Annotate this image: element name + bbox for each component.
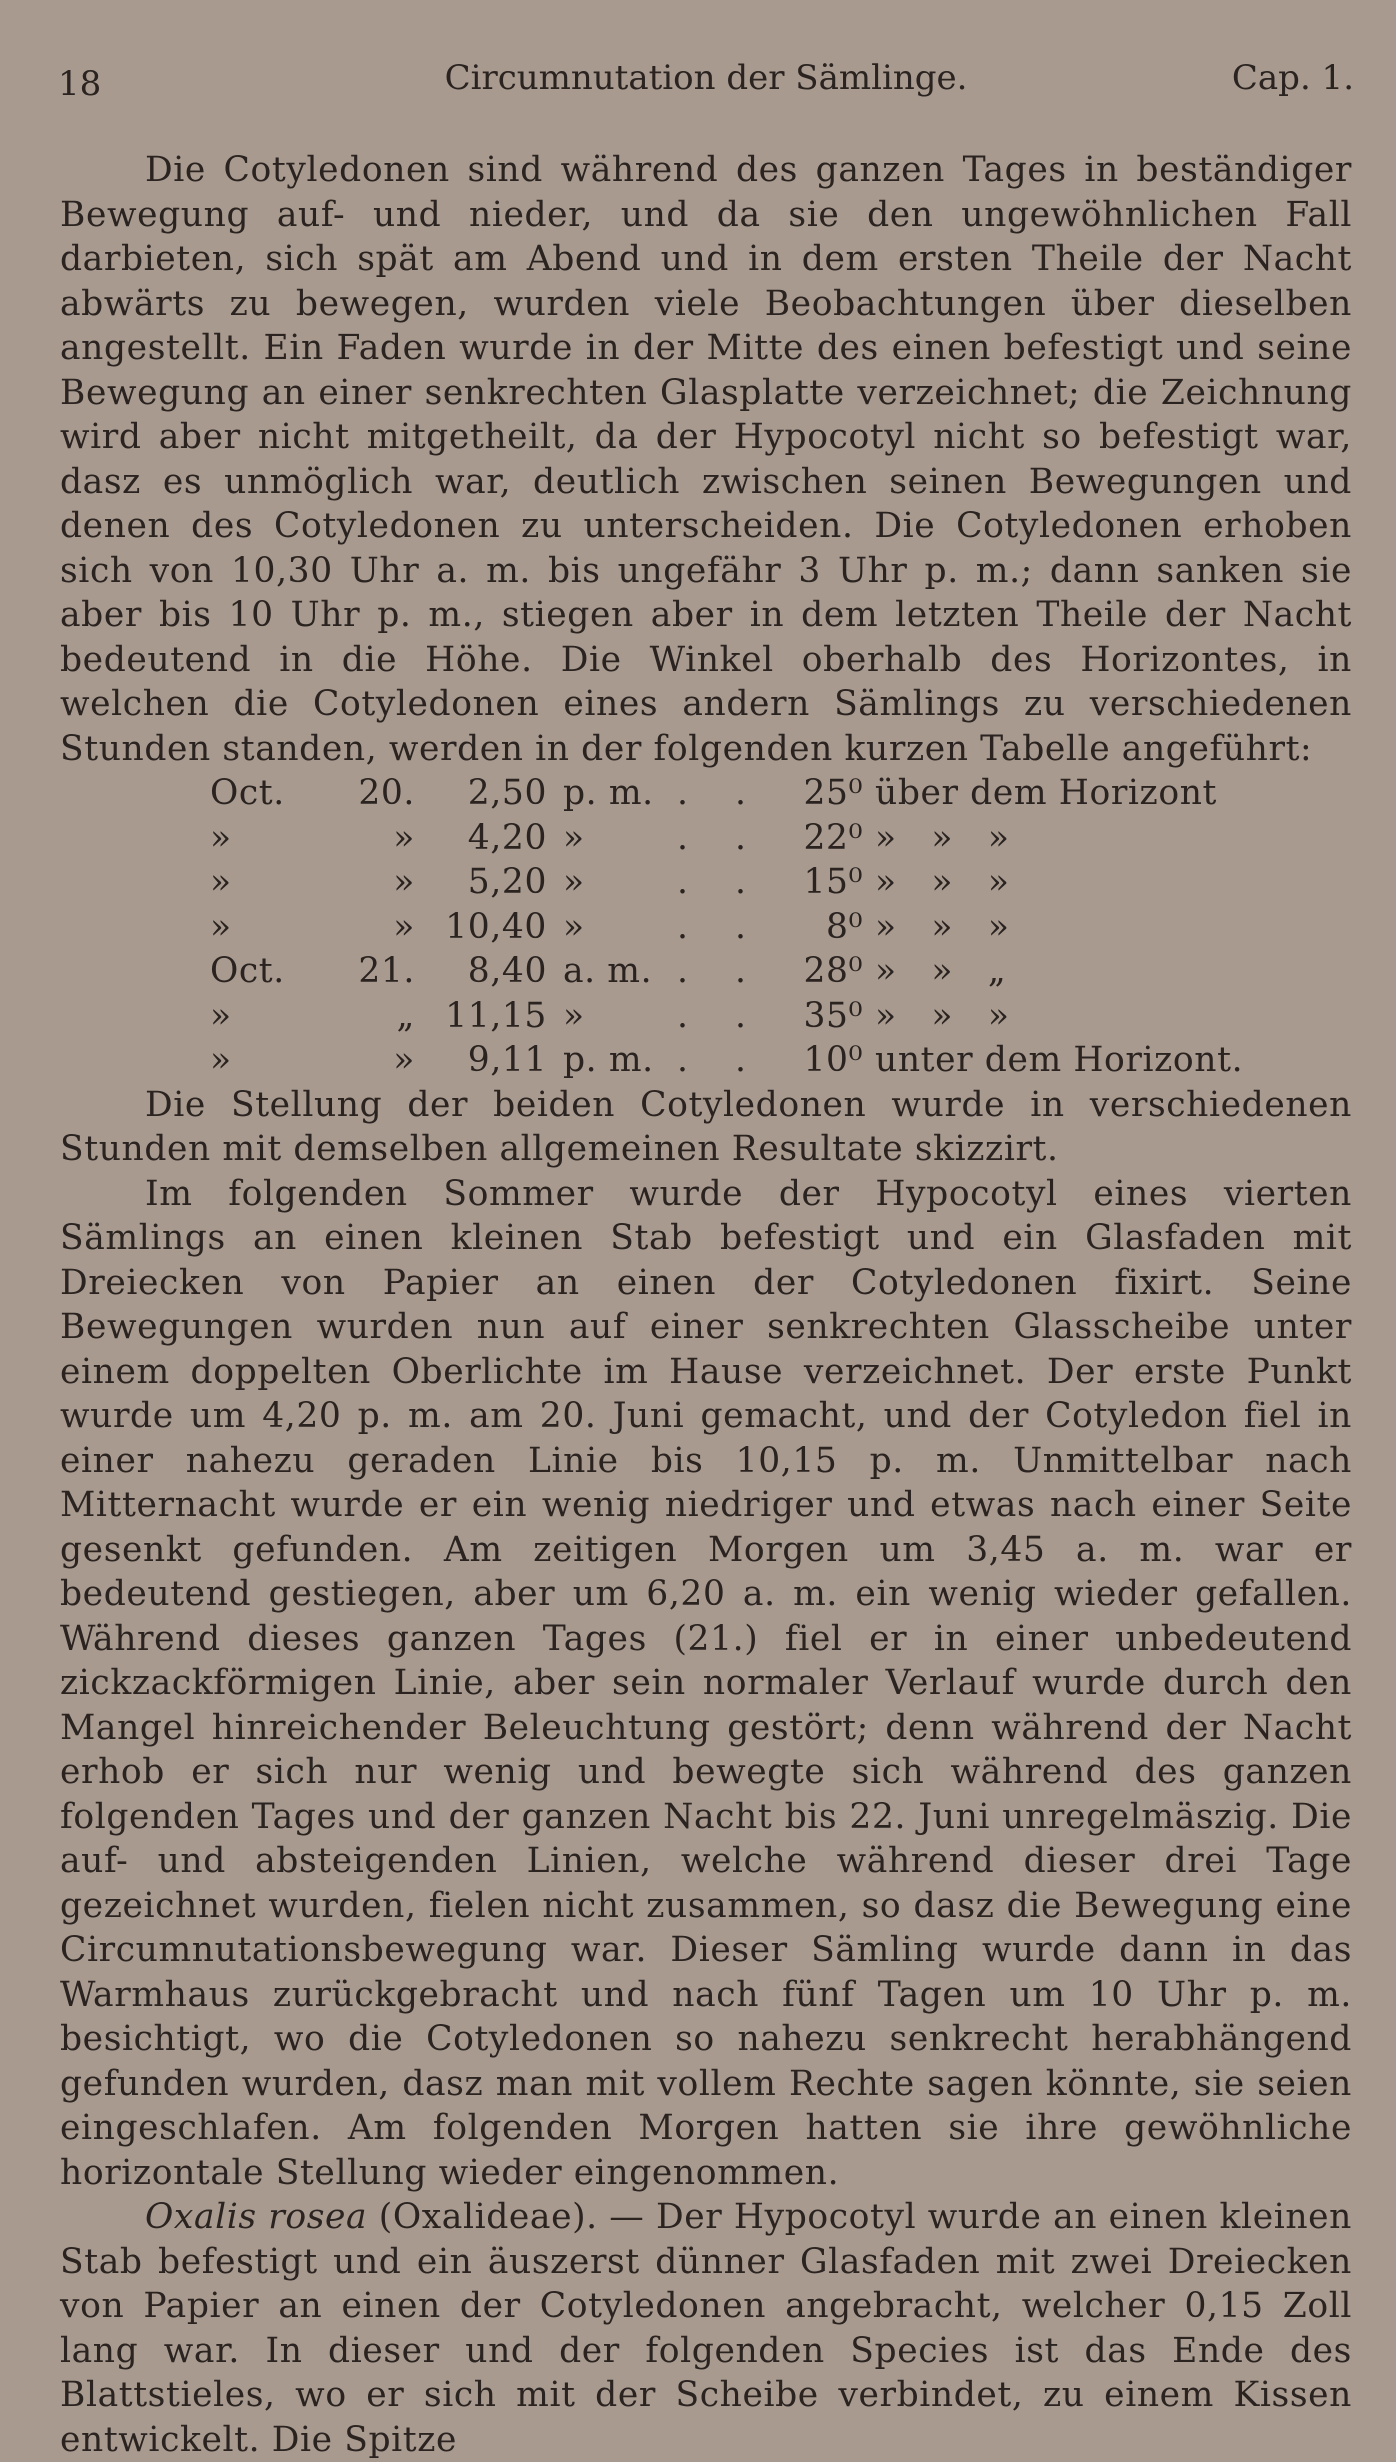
body-text <box>60 148 1352 2462</box>
cell-date: » <box>210 995 232 1036</box>
cell-time: 11,15 <box>445 995 547 1036</box>
running-title: Circumnutation der Sämlinge. <box>444 58 968 98</box>
cell-ampm: p. m. <box>563 1040 654 1080</box>
cell-time: 2,50 <box>467 773 547 813</box>
cell-day: » <box>393 1040 415 1080</box>
cell-date: » <box>210 862 232 902</box>
cell-dots: . . <box>677 995 764 1036</box>
cell-day: „ <box>396 995 415 1036</box>
cell-day: 20. <box>358 773 415 813</box>
paragraph-1: Die Cotyledonen sind während des ganzen Tages in beständiger Bewegung auf- und nieder, und da sie den ungewöhnlichen Fall darbieten, sich spät am Abend und in dem ersten Theile der Nacht abwärts zu bewegen, wurden viele Beobachtungen über dieselben angestellt. Ein Faden wurde in der Mitte des einen befestigt und seine Bewegung an einer senkrechten Glasplatte verzeichnet; die Zeichnung wird aber nicht mitgetheilt, da der Hypocotyl nicht so befestigt war, dasz es unmöglich war, deutlich zwischen seinen Bewegungen und denen des Cotyledonen zu unterscheiden. Die Cotyledonen erhoben sich von 10,30 Uhr a. m. bis ungefähr 3 Uhr p. m.; dann sanken sie aber bis 10 Uhr p. m., stiegen aber in dem letzten Theile der Nacht bedeutend in die Höhe. Die Winkel oberhalb des Horizontes, in welchen die Cotyledonen eines andern Sämlings zu verschiedenen Stunden standen, werden in der folgenden kurzen Tabelle angeführt: <box>60 150 1352 769</box>
cell-time: 8,40 <box>467 951 547 991</box>
cell-time: 5,20 <box>467 862 547 902</box>
table-row <box>210 949 1243 994</box>
cell-day: » <box>393 862 415 902</box>
table-row <box>210 905 1243 950</box>
cell-ampm: p. m. <box>563 773 654 813</box>
cell-angle: 8⁰ <box>826 906 863 947</box>
paragraph-3: Im folgenden Sommer wurde der Hypocotyl eines vierten Sämlings an einen kleinen Stab befestigt und ein Glasfaden mit Dreiecken von Papier an einen der Cotyledonen fixirt. Seine Bewegungen wurden nun auf einer senkrechten Glasscheibe unter einem doppelten Oberlichte im Hause verzeichnet. Der erste Punkt wurde um 4,20 p. m. am 20. Juni gemacht, und der Cotyledon fiel in einer nahezu geraden Linie bis 10,15 p. m. Unmittelbar nach Mitternacht wurde er ein wenig niedriger und etwas nach einer Seite gesenkt gefunden. Am zeitigen Morgen um 3,45 a. m. war er bedeutend gestiegen, aber um 6,20 a. m. ein wenig wieder gefallen. Während dieses ganzen Tages (21.) fiel er in einer unbedeutend zickzackförmigen Linie, aber sein normaler Verlauf wurde durch den Mangel hinreichender Beleuchtung gestört; denn während der Nacht erhob er sich nur wenig und bewegte sich während des ganzen folgenden Tages und der ganzen Nacht bis 22. Juni unregelmäszig. Die auf- und absteigenden Linien, welche während dieser drei Tage gezeichnet wurden, fielen nicht zusammen, so dasz die Bewegung eine Circumnutationsbewegung war. Dieser Sämling wurde dann in das Warmhaus zurückgebracht und nach fünf Tagen um 10 Uhr p. m. besichtigt, wo die Cotyledonen so nahezu senkrecht herabhängend gefunden wurden, dasz man mit vollem Rechte sagen könnte, sie seien eingeschlafen. Am folgenden Morgen hatten sie ihre gewöhnliche horizontale Stellung wieder eingenommen. <box>60 1173 1352 2193</box>
cell-ampm: » <box>563 817 585 858</box>
observation-table <box>210 771 1243 1083</box>
table-row <box>210 994 1243 1039</box>
cell-date: » <box>210 906 232 947</box>
cell-where: » » „ <box>875 951 1007 991</box>
cell-angle: 25⁰ <box>803 773 863 813</box>
cell-time: 4,20 <box>467 817 547 858</box>
page-number: 18 <box>58 64 102 104</box>
table-row <box>210 860 1243 905</box>
cell-ampm: » <box>563 995 585 1036</box>
cell-dots: . . <box>677 1040 764 1080</box>
paragraph-4 <box>60 2195 1352 2462</box>
cell-where: » » » <box>875 817 1010 858</box>
cell-ampm: » <box>563 862 585 902</box>
cell-day: 21. <box>358 951 415 991</box>
cell-dots: . . <box>677 951 764 991</box>
cell-date: Oct. <box>210 951 285 991</box>
cell-where: unter dem Horizont. <box>875 1040 1244 1080</box>
cell-dots: . . <box>677 773 764 813</box>
cell-dots: . . <box>677 862 764 902</box>
page-header <box>58 58 1354 108</box>
cell-time: 10,40 <box>445 906 547 947</box>
cell-where: über dem Horizont <box>875 773 1217 813</box>
cell-angle: 22⁰ <box>803 817 863 858</box>
cell-dots: . . <box>677 817 764 858</box>
table-row <box>210 816 1243 861</box>
cell-day: » <box>393 906 415 947</box>
cell-date: » <box>210 1040 232 1080</box>
table-row <box>210 1038 1243 1083</box>
cell-day: » <box>393 817 415 858</box>
cell-time: 9,11 <box>467 1040 547 1080</box>
chapter-label: Cap. 1. <box>1231 58 1354 98</box>
paragraph-2: Die Stellung der beiden Cotyledonen wurde in verschiedenen Stunden mit demselben allgemeinen Resultate skizzirt. <box>60 1084 1352 1169</box>
cell-ampm: a. m. <box>563 951 653 991</box>
cell-date: » <box>210 817 232 858</box>
cell-date: Oct. <box>210 773 285 813</box>
cell-dots: . . <box>677 906 764 947</box>
cell-angle: 10⁰ <box>803 1040 863 1080</box>
cell-ampm: » <box>563 906 585 947</box>
species-name: Oxalis rosea <box>145 2197 368 2237</box>
cell-angle: 35⁰ <box>803 995 863 1036</box>
cell-angle: 15⁰ <box>803 862 863 902</box>
cell-where: » » » <box>875 862 1010 902</box>
cell-where: » » » <box>875 906 1010 947</box>
cell-angle: 28⁰ <box>803 951 863 991</box>
paragraph-4-text: (Oxalideae). — Der Hypocotyl wurde an einen kleinen Stab befestigt und ein äuszerst dünner Glasfaden mit zwei Dreiecken von Papier an einen der Cotyledonen angebracht, welcher 0,15 Zoll lang war. In dieser und der folgenden Species ist das Ende des Blattstieles, wo er sich mit der Scheibe verbindet, zu einem Kissen entwickelt. Die Spitze <box>60 2197 1352 2460</box>
table-row <box>210 771 1243 816</box>
cell-where: » » » <box>875 995 1010 1036</box>
